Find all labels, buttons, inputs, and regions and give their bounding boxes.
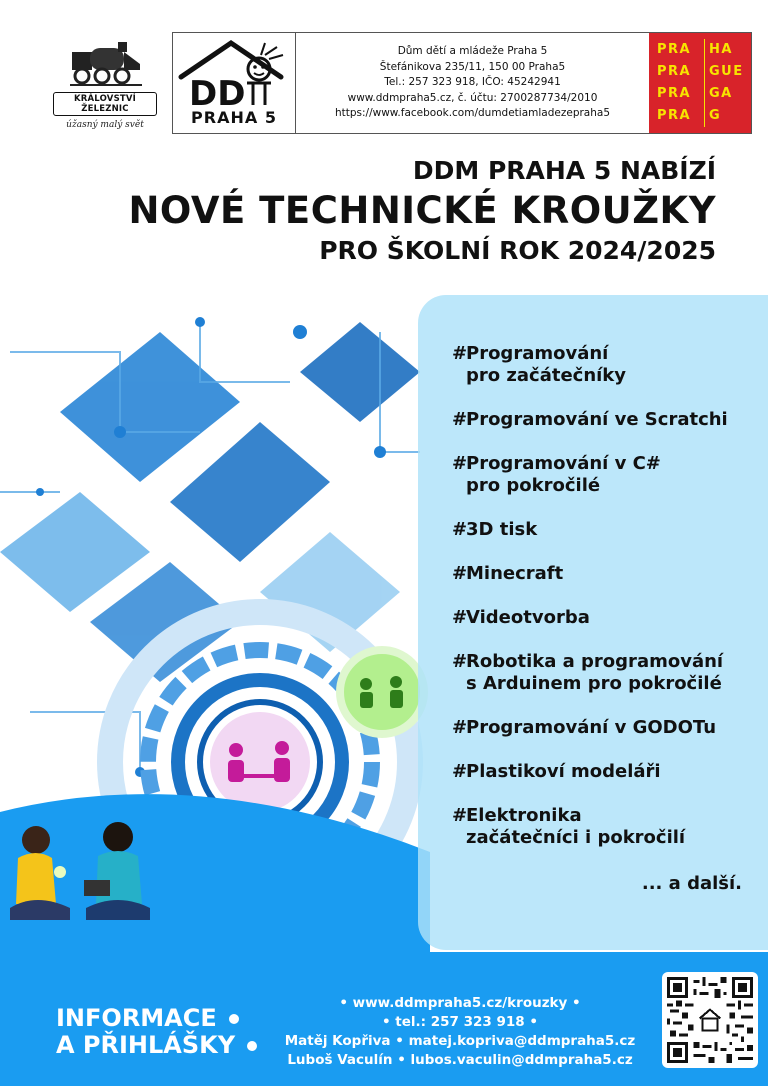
flag-text: GUE xyxy=(704,61,751,83)
locomotive-icon xyxy=(66,38,144,90)
course-list xyxy=(452,343,752,871)
title-line-1: DDM PRAHA 5 NABÍZÍ xyxy=(412,156,716,185)
partner-logo-name: KRÁLOVSTVÍ ŽELEZNIC xyxy=(53,92,157,116)
ddm-logo-text: PRAHA 5 xyxy=(191,108,277,127)
footer-phone: • tel.: 257 323 918 • xyxy=(381,1014,539,1030)
flag-text: G xyxy=(704,105,751,127)
contact-line[interactable]: https://www.facebook.com/dumdetiamladezepraha5 xyxy=(334,107,611,120)
list-item: #Programování ve Scratchi xyxy=(452,409,728,430)
partner-logo xyxy=(50,38,160,128)
flag-text: HA xyxy=(704,39,751,61)
footer-title-line-1: INFORMACE xyxy=(56,1004,217,1032)
contact-line[interactable]: www.ddmpraha5.cz, č. účtu: 2700287734/2010 xyxy=(347,91,598,104)
flag-text: GA xyxy=(704,83,751,105)
partner-logo-slogan: úžasný malý svět xyxy=(66,120,144,130)
list-item: #Programování v C# pro pokročilé xyxy=(452,453,661,496)
footer-contact-person[interactable]: Matěj Kopřiva • matej.kopriva@ddmpraha5.cz xyxy=(284,1033,636,1049)
footer-contact-person[interactable]: Luboš Vaculín • lubos.vaculin@ddmpraha5.cz xyxy=(287,1052,633,1068)
page-title xyxy=(128,154,716,268)
list-item: #Minecraft xyxy=(452,563,564,584)
footer-title xyxy=(56,1005,257,1059)
flag-text: PRA xyxy=(657,108,692,123)
list-item: #Plastikoví modeláři xyxy=(452,761,661,782)
footer-title-line-2: A PŘIHLÁŠKY xyxy=(56,1031,236,1059)
contact-line: Tel.: 257 323 918, IČO: 45242941 xyxy=(384,76,561,89)
bullet-icon xyxy=(229,1014,239,1024)
list-item: #Programování pro začátečníky xyxy=(452,343,627,386)
bullet-icon xyxy=(247,1041,257,1051)
contact-line: Dům dětí a mládeže Praha 5 xyxy=(397,45,548,58)
more-courses-text: ... a další. xyxy=(641,873,742,894)
list-item: #Elektronika začátečníci i pokročilí xyxy=(452,805,686,848)
title-line-2: NOVÉ TECHNICKÉ KROUŽKY xyxy=(128,189,716,232)
flag-text: PRA xyxy=(657,86,692,101)
footer-contacts xyxy=(270,994,650,1070)
flag-text: PRA xyxy=(657,64,692,79)
list-item: #Programování v GODOTu xyxy=(452,717,717,738)
ddm-house-logo xyxy=(173,33,295,113)
contact-line: Štefánikova 235/11, 150 00 Praha5 xyxy=(379,60,566,73)
list-item: #Robotika a programování s Arduinem pro pokročilé xyxy=(452,651,724,694)
title-line-3: PRO ŠKOLNÍ ROK 2024/2025 xyxy=(319,236,716,265)
qr-code-icon[interactable] xyxy=(662,972,758,1068)
list-item: #3D tisk xyxy=(452,519,538,540)
ddm-logo xyxy=(173,33,296,133)
flag-text: PRA xyxy=(657,42,692,57)
prague-logo xyxy=(649,33,751,133)
list-item: #Videotvorba xyxy=(452,607,590,628)
header-box xyxy=(172,32,752,134)
contact-info xyxy=(296,33,649,133)
svg-text:DD: DD xyxy=(189,74,246,113)
footer-web-link[interactable]: • www.ddmpraha5.cz/krouzky • xyxy=(339,995,581,1011)
